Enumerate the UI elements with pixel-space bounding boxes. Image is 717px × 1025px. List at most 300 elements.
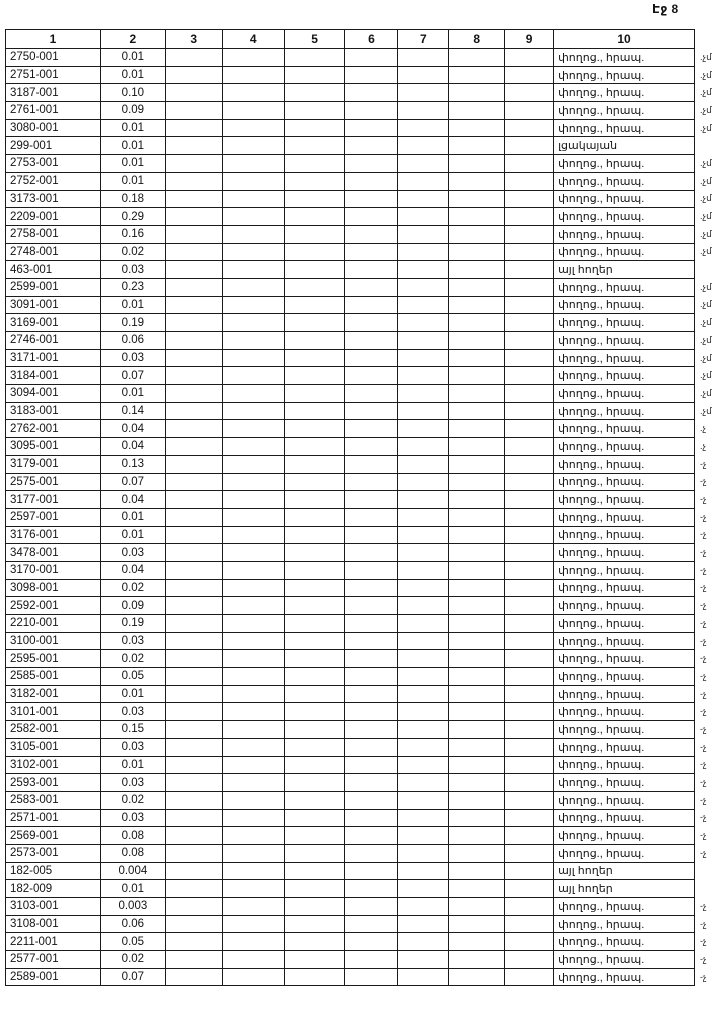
empty-cell: [345, 420, 398, 438]
parcel-code-cell: 2761-001: [6, 102, 101, 120]
parcel-code-cell: 3182-001: [6, 685, 101, 703]
table-row: [6, 296, 717, 314]
area-value-cell: 0.15: [100, 721, 165, 739]
column-header-3: 3: [165, 30, 222, 49]
empty-cell: [284, 561, 345, 579]
empty-cell: [345, 774, 398, 792]
empty-cell: [505, 668, 554, 686]
empty-cell: [165, 438, 222, 456]
land-use-cell: փողոց., հրապ.: [554, 296, 695, 314]
empty-cell: [165, 791, 222, 809]
parcel-code-cell: 2592-001: [6, 597, 101, 615]
empty-cell: [165, 243, 222, 261]
empty-cell: [449, 862, 505, 880]
parcel-code-cell: 3091-001: [6, 296, 101, 314]
empty-cell: [398, 774, 449, 792]
parcel-code-cell: 2589-001: [6, 968, 101, 986]
empty-cell: [449, 685, 505, 703]
empty-cell: [449, 66, 505, 84]
empty-cell: [345, 332, 398, 350]
margin-annotation: -չ: [699, 688, 707, 699]
empty-cell: [505, 438, 554, 456]
empty-cell: [398, 579, 449, 597]
empty-cell: [165, 597, 222, 615]
empty-cell: [398, 190, 449, 208]
parcel-code-cell: 2758-001: [6, 225, 101, 243]
empty-cell: [165, 898, 222, 916]
empty-cell: [284, 137, 345, 155]
empty-cell: [398, 102, 449, 120]
empty-cell: [505, 261, 554, 279]
land-use-cell: փողոց., հրապ.: [554, 49, 695, 67]
parcel-code-cell: 3094-001: [6, 385, 101, 403]
margin-annotation: .չմ: [699, 228, 712, 239]
area-value-cell: 0.05: [100, 933, 165, 951]
parcel-code-cell: 3170-001: [6, 561, 101, 579]
empty-cell: [449, 84, 505, 102]
empty-cell: [165, 880, 222, 898]
empty-cell: [449, 155, 505, 173]
empty-cell: [449, 455, 505, 473]
empty-cell: [222, 473, 284, 491]
parcel-code-cell: 2573-001: [6, 844, 101, 862]
parcel-code-cell: 2752-001: [6, 172, 101, 190]
parcel-code-cell: 2746-001: [6, 332, 101, 350]
empty-cell: [345, 455, 398, 473]
empty-cell: [398, 827, 449, 845]
parcel-code-cell: 3101-001: [6, 703, 101, 721]
empty-cell: [398, 703, 449, 721]
empty-cell: [505, 473, 554, 491]
empty-cell: [284, 685, 345, 703]
empty-cell: [222, 66, 284, 84]
margin-annotation: -չ: [699, 847, 707, 858]
margin-annotation: -չ: [699, 617, 707, 628]
empty-cell: [345, 243, 398, 261]
table-row: [6, 721, 717, 739]
empty-cell: [345, 278, 398, 296]
area-value-cell: 0.07: [100, 473, 165, 491]
table-row: [6, 862, 717, 880]
margin-annotation: -չ: [699, 635, 707, 646]
area-value-cell: 0.19: [100, 314, 165, 332]
parcel-code-cell: 2593-001: [6, 774, 101, 792]
empty-cell: [398, 738, 449, 756]
parcel-code-cell: 2577-001: [6, 951, 101, 969]
area-value-cell: 0.23: [100, 278, 165, 296]
empty-cell: [449, 632, 505, 650]
parcel-code-cell: 3102-001: [6, 756, 101, 774]
empty-cell: [222, 402, 284, 420]
empty-cell: [449, 615, 505, 633]
empty-cell: [398, 721, 449, 739]
empty-cell: [165, 155, 222, 173]
margin-annotation: -չ: [699, 547, 707, 558]
empty-cell: [398, 208, 449, 226]
empty-cell: [165, 668, 222, 686]
margin-annotation: -չ: [699, 706, 707, 717]
table-row: [6, 84, 717, 102]
land-use-cell: փողոց., հրապ.: [554, 119, 695, 137]
area-value-cell: 0.003: [100, 898, 165, 916]
empty-cell: [345, 862, 398, 880]
table-row: [6, 225, 717, 243]
area-value-cell: 0.01: [100, 880, 165, 898]
empty-cell: [222, 703, 284, 721]
empty-cell: [284, 261, 345, 279]
land-use-cell: փողոց., հրապ.: [554, 208, 695, 226]
land-use-cell: փողոց., հրապ.: [554, 951, 695, 969]
empty-cell: [345, 349, 398, 367]
empty-cell: [398, 544, 449, 562]
parcel-code-cell: 182-005: [6, 862, 101, 880]
land-use-cell: փողոց., հրապ.: [554, 190, 695, 208]
land-use-cell: փողոց., հրապ.: [554, 172, 695, 190]
empty-cell: [165, 774, 222, 792]
area-value-cell: 0.01: [100, 508, 165, 526]
margin-annotation: -չ: [699, 564, 707, 575]
margin-annotation: .չմ: [699, 334, 712, 345]
empty-cell: [222, 491, 284, 509]
table-row: [6, 898, 717, 916]
land-use-cell: փողոց., հրապ.: [554, 385, 695, 403]
empty-cell: [449, 402, 505, 420]
margin-annotation: -չ: [699, 511, 707, 522]
empty-cell: [222, 844, 284, 862]
empty-cell: [345, 791, 398, 809]
empty-cell: [398, 915, 449, 933]
table-row: [6, 615, 717, 633]
table-row: [6, 314, 717, 332]
margin-annotation: .չմ: [699, 281, 712, 292]
table-row: [6, 119, 717, 137]
empty-cell: [398, 438, 449, 456]
empty-cell: [449, 738, 505, 756]
empty-cell: [398, 332, 449, 350]
parcel-code-cell: 3100-001: [6, 632, 101, 650]
area-value-cell: 0.03: [100, 774, 165, 792]
empty-cell: [398, 66, 449, 84]
margin-annotation: -չ: [699, 494, 707, 505]
table-row: [6, 385, 717, 403]
empty-cell: [222, 367, 284, 385]
land-use-cell: փողոց., հրապ.: [554, 367, 695, 385]
empty-cell: [284, 420, 345, 438]
table-row: [6, 844, 717, 862]
empty-cell: [222, 296, 284, 314]
margin-annotation: [694, 862, 716, 880]
area-value-cell: 0.02: [100, 951, 165, 969]
table-row: [6, 597, 717, 615]
empty-cell: [505, 119, 554, 137]
margin-annotation: .չմ: [699, 51, 712, 62]
land-use-cell: փողոց., հրապ.: [554, 668, 695, 686]
area-value-cell: 0.01: [100, 49, 165, 67]
margin-annotation: .չմ: [699, 370, 712, 381]
area-value-cell: 0.14: [100, 402, 165, 420]
empty-cell: [165, 615, 222, 633]
table-row: [6, 66, 717, 84]
land-use-cell: փողոց., հրապ.: [554, 721, 695, 739]
empty-cell: [165, 756, 222, 774]
empty-cell: [449, 385, 505, 403]
empty-cell: [449, 225, 505, 243]
empty-cell: [345, 225, 398, 243]
table-row: [6, 632, 717, 650]
land-use-cell: փողոց., հրապ.: [554, 102, 695, 120]
land-use-cell: փողոց., հրապ.: [554, 155, 695, 173]
column-header-1: 1: [6, 30, 101, 49]
empty-cell: [398, 968, 449, 986]
empty-cell: [398, 314, 449, 332]
parcel-code-cell: 2211-001: [6, 933, 101, 951]
empty-cell: [222, 278, 284, 296]
area-value-cell: 0.07: [100, 968, 165, 986]
empty-cell: [222, 880, 284, 898]
empty-cell: [284, 243, 345, 261]
empty-cell: [222, 933, 284, 951]
empty-cell: [222, 650, 284, 668]
parcel-code-cell: 3177-001: [6, 491, 101, 509]
empty-cell: [398, 844, 449, 862]
table-row: [6, 367, 717, 385]
empty-cell: [398, 508, 449, 526]
empty-cell: [398, 650, 449, 668]
margin-annotation: .չմ: [699, 87, 712, 98]
parcel-code-cell: 2569-001: [6, 827, 101, 845]
land-use-cell: փողոց., հրապ.: [554, 809, 695, 827]
empty-cell: [449, 243, 505, 261]
table-row: [6, 791, 717, 809]
empty-cell: [222, 968, 284, 986]
empty-cell: [284, 774, 345, 792]
margin-annotation: -չ: [699, 476, 707, 487]
margin-annotation: -չ: [699, 600, 707, 611]
area-value-cell: 0.01: [100, 756, 165, 774]
empty-cell: [449, 190, 505, 208]
land-use-cell: փողոց., հրապ.: [554, 579, 695, 597]
table-row: [6, 278, 717, 296]
area-value-cell: 0.08: [100, 827, 165, 845]
empty-cell: [398, 862, 449, 880]
empty-cell: [505, 738, 554, 756]
table-row: [6, 420, 717, 438]
margin-annotation: -չ: [699, 653, 707, 664]
area-value-cell: 0.04: [100, 491, 165, 509]
empty-cell: [505, 615, 554, 633]
empty-cell: [398, 898, 449, 916]
empty-cell: [222, 951, 284, 969]
empty-cell: [345, 66, 398, 84]
empty-cell: [284, 438, 345, 456]
empty-cell: [165, 685, 222, 703]
empty-cell: [284, 296, 345, 314]
area-value-cell: 0.01: [100, 385, 165, 403]
empty-cell: [345, 915, 398, 933]
margin-annotation: -չ: [699, 759, 707, 770]
empty-cell: [222, 332, 284, 350]
empty-cell: [345, 261, 398, 279]
empty-cell: [505, 402, 554, 420]
parcel-code-cell: 3183-001: [6, 402, 101, 420]
empty-cell: [449, 774, 505, 792]
empty-cell: [505, 349, 554, 367]
empty-cell: [345, 84, 398, 102]
area-value-cell: 0.09: [100, 597, 165, 615]
empty-cell: [345, 685, 398, 703]
land-use-cell: փողոց., հրապ.: [554, 455, 695, 473]
empty-cell: [345, 721, 398, 739]
empty-cell: [505, 915, 554, 933]
margin-annotation: -չ: [699, 918, 707, 929]
empty-cell: [165, 738, 222, 756]
empty-cell: [449, 809, 505, 827]
parcel-code-cell: 3478-001: [6, 544, 101, 562]
empty-cell: [222, 225, 284, 243]
empty-cell: [398, 491, 449, 509]
empty-cell: [449, 172, 505, 190]
empty-cell: [345, 491, 398, 509]
empty-cell: [222, 685, 284, 703]
empty-cell: [165, 420, 222, 438]
empty-cell: [505, 225, 554, 243]
table-row: [6, 137, 717, 155]
empty-cell: [449, 933, 505, 951]
empty-cell: [165, 862, 222, 880]
area-value-cell: 0.03: [100, 632, 165, 650]
land-use-cell: փողոց., հրապ.: [554, 225, 695, 243]
table-row: [6, 243, 717, 261]
parcel-code-cell: 2762-001: [6, 420, 101, 438]
column-header-5: 5: [284, 30, 345, 49]
empty-cell: [505, 827, 554, 845]
empty-cell: [505, 84, 554, 102]
margin-annotation: -չ: [699, 723, 707, 734]
parcel-code-cell: 3184-001: [6, 367, 101, 385]
land-use-cell: փողոց., հրապ.: [554, 703, 695, 721]
area-value-cell: 0.02: [100, 243, 165, 261]
empty-cell: [222, 261, 284, 279]
empty-cell: [284, 968, 345, 986]
empty-cell: [284, 862, 345, 880]
area-value-cell: 0.06: [100, 915, 165, 933]
empty-cell: [449, 561, 505, 579]
parcel-code-cell: 463-001: [6, 261, 101, 279]
land-use-cell: փողոց., հրապ.: [554, 685, 695, 703]
empty-cell: [222, 190, 284, 208]
empty-cell: [222, 862, 284, 880]
empty-cell: [165, 721, 222, 739]
margin-annotation: [694, 261, 716, 279]
column-header-8: 8: [449, 30, 505, 49]
column-header-7: 7: [398, 30, 449, 49]
empty-cell: [398, 561, 449, 579]
table-row: [6, 349, 717, 367]
empty-cell: [222, 774, 284, 792]
empty-cell: [505, 756, 554, 774]
empty-cell: [165, 102, 222, 120]
empty-cell: [284, 526, 345, 544]
empty-cell: [345, 438, 398, 456]
empty-cell: [398, 137, 449, 155]
empty-cell: [284, 402, 345, 420]
area-value-cell: 0.08: [100, 844, 165, 862]
land-use-cell: փողոց., հրապ.: [554, 526, 695, 544]
table-row: [6, 102, 717, 120]
margin-annotation: .չմ: [699, 69, 712, 80]
empty-cell: [345, 155, 398, 173]
empty-cell: [222, 385, 284, 403]
empty-cell: [398, 668, 449, 686]
empty-cell: [222, 544, 284, 562]
empty-cell: [505, 296, 554, 314]
margin-annotation: -չ: [699, 953, 707, 964]
empty-cell: [165, 579, 222, 597]
empty-cell: [284, 756, 345, 774]
margin-annotation: .չմ: [699, 104, 712, 115]
empty-cell: [165, 508, 222, 526]
empty-cell: [449, 473, 505, 491]
land-use-cell: փողոց., հրապ.: [554, 420, 695, 438]
empty-cell: [449, 508, 505, 526]
empty-cell: [398, 225, 449, 243]
empty-cell: [505, 508, 554, 526]
land-use-cell: փողոց., հրապ.: [554, 915, 695, 933]
margin-annotation: -չ: [699, 741, 707, 752]
empty-cell: [165, 526, 222, 544]
area-value-cell: 0.01: [100, 172, 165, 190]
empty-cell: [284, 455, 345, 473]
empty-cell: [449, 526, 505, 544]
table-row: [6, 438, 717, 456]
empty-cell: [398, 278, 449, 296]
empty-cell: [398, 84, 449, 102]
parcel-code-cell: 3173-001: [6, 190, 101, 208]
empty-cell: [505, 685, 554, 703]
empty-cell: [449, 544, 505, 562]
table-row: [6, 668, 717, 686]
table-row: [6, 544, 717, 562]
area-value-cell: 0.01: [100, 526, 165, 544]
empty-cell: [398, 526, 449, 544]
table-row: [6, 473, 717, 491]
area-value-cell: 0.03: [100, 544, 165, 562]
area-value-cell: 0.29: [100, 208, 165, 226]
table-row: [6, 261, 717, 279]
empty-cell: [398, 880, 449, 898]
empty-cell: [505, 314, 554, 332]
empty-cell: [222, 756, 284, 774]
empty-cell: [284, 898, 345, 916]
parcel-code-cell: 3103-001: [6, 898, 101, 916]
land-use-cell: փողոց., հրապ.: [554, 738, 695, 756]
empty-cell: [165, 314, 222, 332]
empty-cell: [284, 473, 345, 491]
empty-cell: [165, 455, 222, 473]
margin-annotation: -չ: [699, 670, 707, 681]
area-value-cell: 0.004: [100, 862, 165, 880]
margin-annotation: .չմ: [699, 405, 712, 416]
empty-cell: [398, 49, 449, 67]
empty-cell: [284, 615, 345, 633]
empty-cell: [284, 508, 345, 526]
area-value-cell: 0.03: [100, 703, 165, 721]
empty-cell: [284, 915, 345, 933]
empty-cell: [505, 791, 554, 809]
area-value-cell: 0.04: [100, 438, 165, 456]
empty-cell: [284, 190, 345, 208]
empty-cell: [165, 473, 222, 491]
